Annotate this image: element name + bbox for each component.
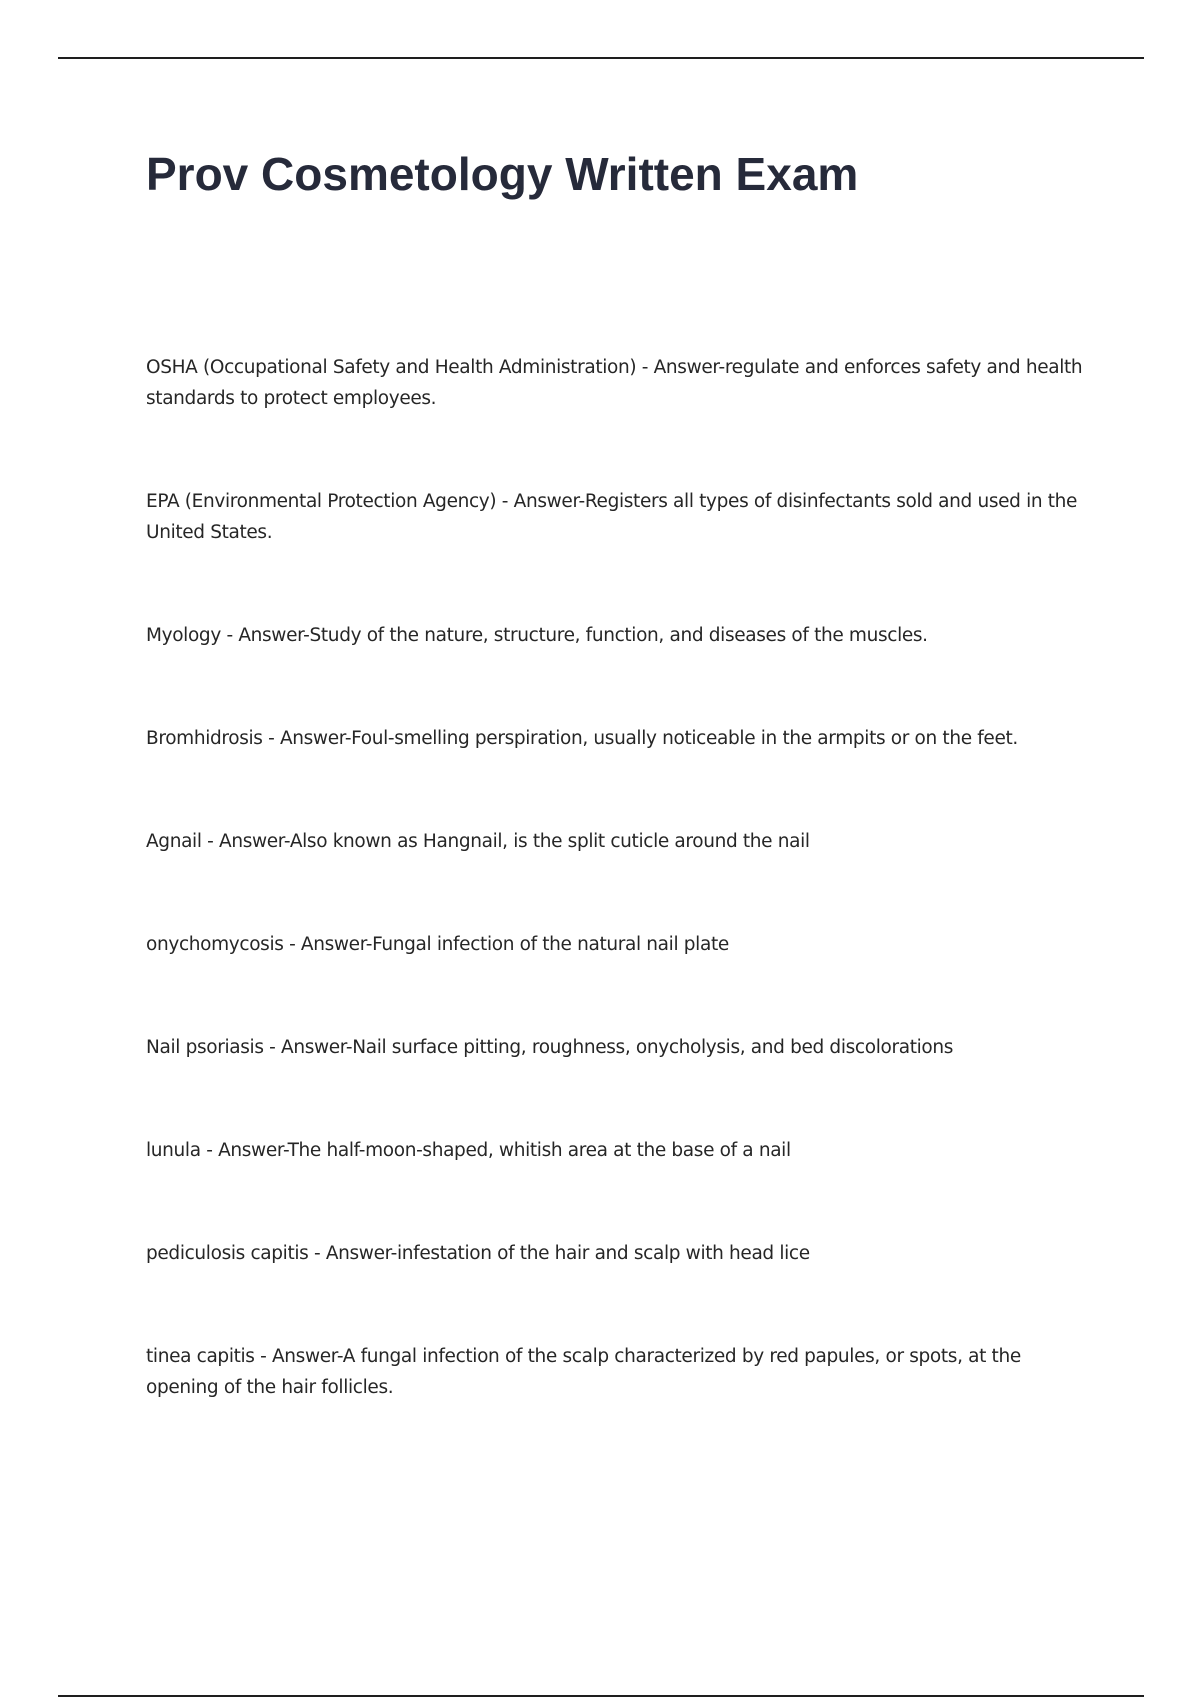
entry-separator: - Answer-: [283, 934, 373, 955]
entry-answer: Registers all types of disinfectants sold and used in the United States.: [146, 491, 1078, 543]
entry-answer: Study of the nature, structure, function, and diseases of the muscles.: [309, 625, 928, 646]
entry-separator: - Answer-: [263, 1037, 353, 1058]
entry-term: tinea capitis: [146, 1346, 255, 1367]
qa-entry: [146, 723, 1096, 754]
entry-separator: - Answer-: [262, 728, 352, 749]
qa-entry: [146, 486, 1096, 548]
qa-entry: [146, 1135, 1096, 1166]
entry-term: lunula: [146, 1140, 201, 1161]
entry-term: OSHA (Occupational Safety and Health Administration): [146, 357, 637, 378]
entry-separator: - Answer-: [254, 1346, 343, 1367]
entry-answer: infestation of the hair and scalp with head lice: [397, 1243, 810, 1264]
qa-entry: [146, 1238, 1096, 1269]
entry-term: onychomycosis: [146, 934, 284, 955]
entry-answer: Foul-smelling perspiration, usually noticeable in the armpits or on the feet.: [351, 728, 1018, 749]
page-title: Prov Cosmetology Written Exam: [146, 148, 859, 200]
entry-separator: - Answer-: [200, 1140, 288, 1161]
entry-term: Bromhidrosis: [146, 728, 263, 749]
bottom-divider: [58, 1695, 1144, 1697]
qa-list: [146, 352, 1096, 1403]
entry-separator: - Answer-: [308, 1243, 398, 1264]
qa-entry: [146, 826, 1096, 857]
entry-separator: - Answer-: [201, 831, 290, 852]
entry-answer: regulate and enforces safety and health standards to protect employees.: [146, 357, 1083, 409]
entry-term: Myology: [146, 625, 221, 646]
qa-entry: [146, 1341, 1096, 1403]
entry-separator: - Answer-: [220, 625, 310, 646]
entry-term: pediculosis capitis: [146, 1243, 309, 1264]
entry-answer: Fungal infection of the natural nail plate: [372, 934, 729, 955]
entry-answer: A fungal infection of the scalp characterized by red papules, or spots, at the opening of the hair follicles.: [146, 1346, 1021, 1398]
entry-term: EPA (Environmental Protection Agency): [146, 491, 497, 512]
qa-entry: [146, 929, 1096, 960]
top-divider: [58, 57, 1144, 59]
qa-entry: [146, 352, 1096, 414]
qa-entry: [146, 620, 1096, 651]
entry-answer: Also known as Hangnail, is the split cuticle around the nail: [289, 831, 810, 852]
entry-separator: - Answer-: [636, 357, 725, 378]
entry-answer: The half-moon-shaped, whitish area at the base of a nail: [287, 1140, 791, 1161]
entry-term: Nail psoriasis: [146, 1037, 264, 1058]
entry-separator: - Answer-: [496, 491, 585, 512]
entry-term: Agnail: [146, 831, 202, 852]
entry-answer: Nail surface pitting, roughness, onycholysis, and bed discolorations: [352, 1037, 954, 1058]
qa-entry: [146, 1032, 1096, 1063]
